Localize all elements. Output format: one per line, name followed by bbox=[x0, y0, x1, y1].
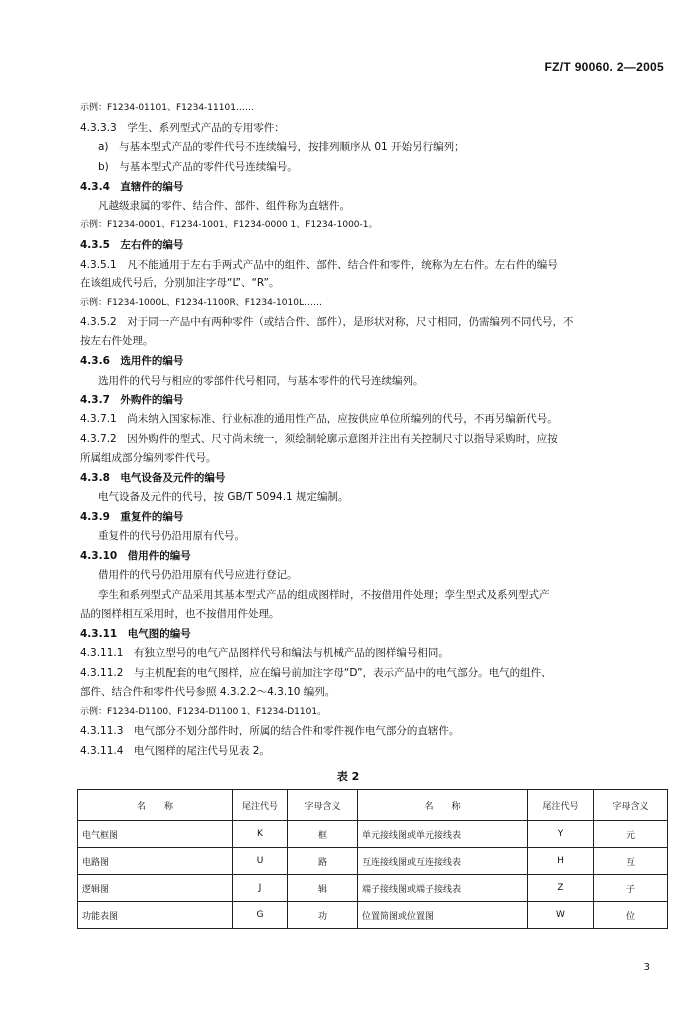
header-suffix-code: 尾注代号 bbox=[528, 790, 594, 821]
table-cell: 子 bbox=[594, 875, 668, 902]
table-cell: 路 bbox=[288, 848, 358, 875]
table-row bbox=[78, 821, 668, 848]
paragraph: 选用件的代号与相应的零部件代号相同，与基本零件的代号连续编列。 bbox=[98, 375, 424, 387]
table-cell: 互连接线图或互连接线表 bbox=[358, 848, 528, 875]
table-cell: J bbox=[233, 875, 288, 902]
heading-4-3-11: 4.3.11 电气图的编号 bbox=[80, 628, 191, 640]
list-item-a: a) 与基本型式产品的零件代号不连续编号，按排列顺序从 01 开始另行编列； bbox=[98, 141, 465, 153]
clause-continuation: 所属组成部分编列零件代号。 bbox=[80, 452, 217, 464]
clause-4-3-5-1: 4.3.5.1 凡不能通用于左右手两式产品中的组件、部件、结合件和零件，统称为左右件。左右件的编号 bbox=[80, 259, 558, 271]
table-row bbox=[78, 875, 668, 902]
clause-4-3-7-1: 4.3.7.1 尚未纳入国家标准、行业标准的通用性产品，应按供应单位所编列的代号，不再另编新代号。 bbox=[80, 413, 558, 425]
clause-4-3-11-1: 4.3.11.1 有独立型号的电气产品图样代号和编法与机械产品的图样编号相同。 bbox=[80, 647, 449, 659]
table-cell: 位 bbox=[594, 902, 668, 929]
clause-4-3-11-3: 4.3.11.3 电气部分不划分部件时，所属的结合件和零件视作电气部分的直辖件。 bbox=[80, 725, 460, 737]
table-cell: W bbox=[528, 902, 594, 929]
example-line: 示例：F1234-01101、F1234-11101…… bbox=[80, 103, 254, 113]
table-cell: 框 bbox=[288, 821, 358, 848]
standard-number: FZ/T 90060. 2—2005 bbox=[544, 60, 664, 74]
clause-4-3-5-2: 4.3.5.2 对于同一产品中有两种零件（或结合件、部件），是形状对称，尺寸相同，仍需编列不同代号，不 bbox=[80, 316, 574, 328]
example-line: 示例：F1234-D1100、F1234-D1100 1、F1234-D1101。 bbox=[80, 707, 327, 717]
clause-continuation: 按左右件处理。 bbox=[80, 335, 154, 347]
table-cell: Y bbox=[528, 821, 594, 848]
header-name: 名 称 bbox=[78, 790, 233, 821]
page-number: 3 bbox=[643, 962, 650, 973]
clause-4-3-11-4: 4.3.11.4 电气图样的尾注代号见表 2。 bbox=[80, 745, 270, 757]
table-cell: 逻辑图 bbox=[78, 875, 233, 902]
table-cell: K bbox=[233, 821, 288, 848]
heading-4-3-6: 4.3.6 选用件的编号 bbox=[80, 355, 184, 367]
heading-4-3-8: 4.3.8 电气设备及元件的编号 bbox=[80, 472, 226, 484]
clause-continuation: 在该组成代号后，分别加注字母“L”、“R”。 bbox=[80, 277, 280, 289]
table-cell: H bbox=[528, 848, 594, 875]
clause-continuation: 部件、结合件和零件代号参照 4.3.2.2～4.3.10 编列。 bbox=[80, 686, 336, 698]
paragraph: 借用件的代号仍沿用原有代号应进行登记。 bbox=[98, 569, 298, 581]
paragraph: 重复件的代号仍沿用原有代号。 bbox=[98, 530, 245, 542]
header-name: 名 称 bbox=[358, 790, 528, 821]
list-item-b: b) 与基本型式产品的零件代号连续编号。 bbox=[98, 161, 298, 173]
paragraph: 电气设备及元件的代号，按 GB/T 5094.1 规定编制。 bbox=[98, 491, 349, 503]
example-line: 示例：F1234-1000L、F1234-1100R、F1234-1010L…… bbox=[80, 298, 322, 308]
table-caption: 表 2 bbox=[336, 770, 360, 783]
header-letter-meaning: 字母含义 bbox=[594, 790, 668, 821]
heading-4-3-9: 4.3.9 重复件的编号 bbox=[80, 511, 184, 523]
table-cell: 端子接线图或端子接线表 bbox=[358, 875, 528, 902]
table-cell: U bbox=[233, 848, 288, 875]
table-cell: 功能表图 bbox=[78, 902, 233, 929]
table-cell: 互 bbox=[594, 848, 668, 875]
table-cell: G bbox=[233, 902, 288, 929]
table-row bbox=[78, 848, 668, 875]
table-cell: 单元接线图或单元接线表 bbox=[358, 821, 528, 848]
header-letter-meaning: 字母含义 bbox=[288, 790, 358, 821]
table-cell: 元 bbox=[594, 821, 668, 848]
table-cell: Z bbox=[528, 875, 594, 902]
clause-4-3-11-2: 4.3.11.2 与主机配套的电气图样，应在编号前加注字母“D”，表示产品中的电气部分。电气的组件、 bbox=[80, 667, 552, 679]
paragraph-continuation: 品的图样相互采用时，也不按借用件处理。 bbox=[80, 608, 280, 620]
table-row bbox=[78, 902, 668, 929]
header-suffix-code: 尾注代号 bbox=[233, 790, 288, 821]
example-line: 示例：F1234-0001、F1234-1001、F1234-0000 1、F1234-1000-1。 bbox=[80, 220, 378, 230]
heading-4-3-10: 4.3.10 借用件的编号 bbox=[80, 550, 191, 562]
table-cell: 电气框图 bbox=[78, 821, 233, 848]
table-header-row bbox=[78, 790, 668, 821]
table-cell: 位置简图或位置图 bbox=[358, 902, 528, 929]
table-cell: 功 bbox=[288, 902, 358, 929]
heading-4-3-7: 4.3.7 外购件的编号 bbox=[80, 394, 184, 406]
heading-4-3-4: 4.3.4 直辖件的编号 bbox=[80, 181, 184, 193]
paragraph: 凡越级隶属的零件、结合件、部件、组件称为直辖件。 bbox=[98, 200, 350, 212]
paragraph: 孪生和系列型式产品采用其基本型式产品的组成图样时，不按借用件处理；孪生型式及系列型式产 bbox=[98, 589, 550, 601]
suffix-code-table bbox=[77, 789, 668, 929]
table-cell: 辑 bbox=[288, 875, 358, 902]
clause-4-3-3-3: 4.3.3.3 学生、系列型式产品的专用零件： bbox=[80, 122, 285, 134]
heading-4-3-5: 4.3.5 左右件的编号 bbox=[80, 239, 184, 251]
clause-4-3-7-2: 4.3.7.2 因外购件的型式、尺寸尚未统一，须绘制轮廓示意图并注出有关控制尺寸以指导采购时，应按 bbox=[80, 433, 558, 445]
table-cell: 电路图 bbox=[78, 848, 233, 875]
